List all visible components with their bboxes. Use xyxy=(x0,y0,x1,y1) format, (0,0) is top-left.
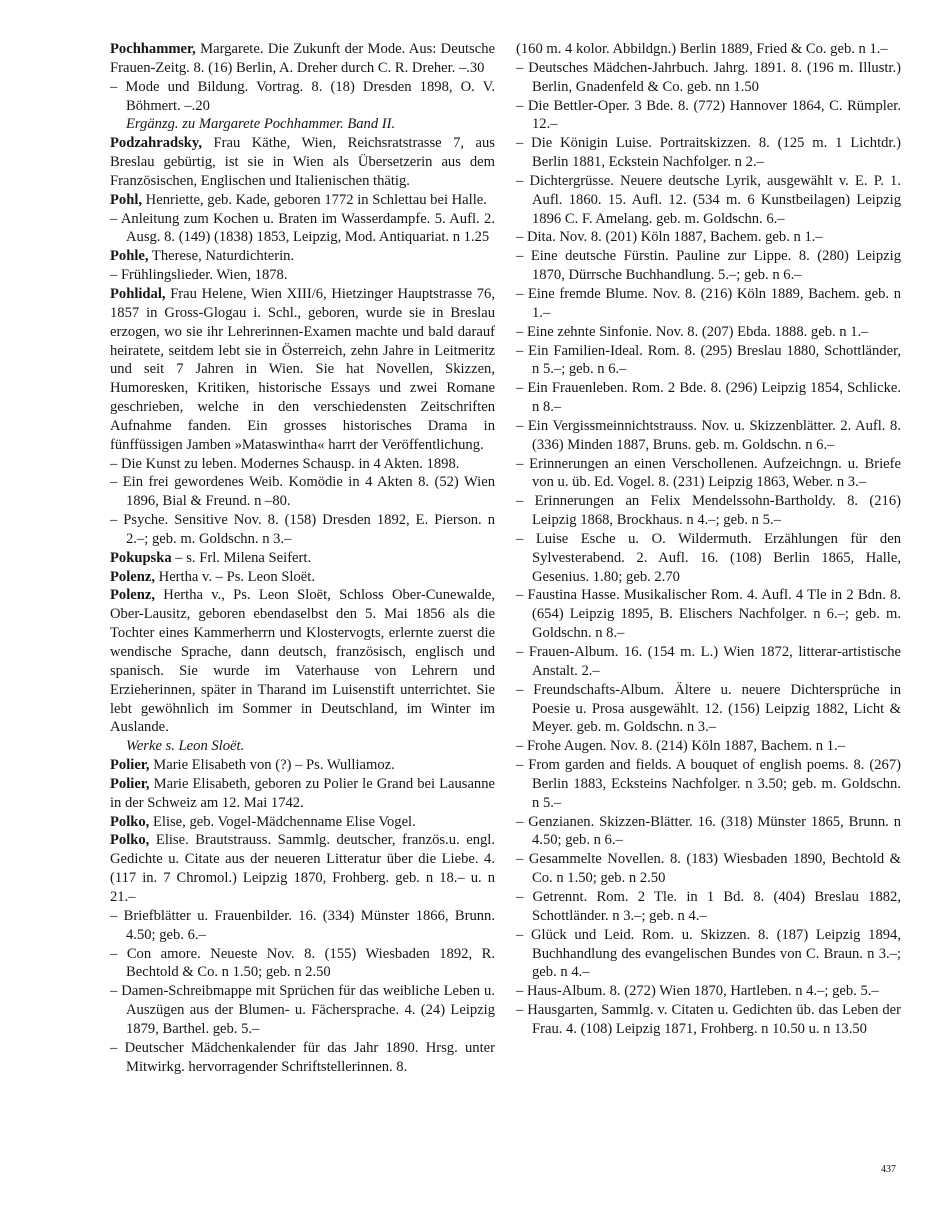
entry-text: Henriette, geb. Kade, geboren 1772 in Schlettau bei Halle. xyxy=(142,191,487,208)
entry-work: – Ein Vergissmeinnichtstrauss. Nov. u. Skizzenblätter. 2. Aufl. 8. (336) Minden 1887, Bruns. geb. m. Goldschn. n 6.– xyxy=(516,417,901,453)
entry-name: Pohl, xyxy=(110,191,143,208)
entry-name: Polier, xyxy=(110,775,150,792)
entry-text: Marie Elisabeth, geboren zu Polier le Grand bei Lausanne in der Schweiz am 12. Mai 1742. xyxy=(110,775,495,811)
entry-work: – Luise Esche u. O. Wildermuth. Erzählungen für den Sylvesterabend. 2. Aufl. 16. (108) Berlin 1865, Halle, Gesenius. 1.80; geb. 2.70 xyxy=(516,530,901,585)
entry-text: Elise, geb. Vogel-Mädchenname Elise Vogel. xyxy=(149,813,416,830)
entry-text: Elise. Brautstrauss. Sammlg. deutscher, französ.u. engl. Gedichte u. Citate aus der neueren Litteratur über die Liebe. 4. (117 in. 7 Chromol.) Leipzig 1870, Frohberg. geb. n 18.– u. n 21.– xyxy=(110,832,495,905)
entry-work: – Anleitung zum Kochen u. Braten im Wasserdampfe. 5. Aufl. 2. Ausg. 8. (149) (1838) 1853, Leipzig, Mod. Antiquariat. n 1.25 xyxy=(110,210,495,246)
entry-work: – Eine deutsche Fürstin. Pauline zur Lippe. 8. (280) Leipzig 1870, Dürrsche Buchhandlung. 5.–; geb. n 6.– xyxy=(516,248,901,284)
entry-text: – s. Frl. Milena Seifert. xyxy=(171,549,312,566)
entry-text: Hertha v. – Ps. Leon Sloët. xyxy=(155,568,315,585)
entry-work: – Erinnerungen an einen Verschollenen. Aufzeichngn. u. Briefe von u. üb. Ed. Vogel. 8. (231) Leipzig 1863, Weber. n 3.– xyxy=(516,455,901,491)
entry-name: Polko, xyxy=(110,813,150,830)
entry-work: – Deutsches Mädchen-Jahrbuch. Jahrg. 1891. 8. (196 m. Illustr.) Berlin, Gnadenfeld & Co. geb. nn 1.50 xyxy=(516,59,901,95)
entry-heading xyxy=(110,775,495,813)
entry-work: – Con amore. Neueste Nov. 8. (155) Wiesbaden 1892, R. Bechtold & Co. n 1.50; geb. n 2.50 xyxy=(110,945,495,981)
entry-work: – Hausgarten, Sammlg. v. Citaten u. Gedichten üb. das Leben der Frau. 4. (108) Leipzig 1871, Frohberg. n 10.50 u. n 13.50 xyxy=(516,1002,901,1037)
entry-name: Pohle, xyxy=(110,248,149,265)
entry-name: Podzahradsky, xyxy=(110,135,203,152)
entry-work: – Eine fremde Blume. Nov. 8. (216) Köln 1889, Bachem. geb. n 1.– xyxy=(516,285,901,321)
entry-work: – Erinnerungen an Felix Mendelssohn-Bartholdy. 8. (216) Leipzig 1868, Brockhaus. n 4.–; geb. n 5.– xyxy=(516,493,901,529)
entry-text: Therese, Naturdichterin. xyxy=(148,248,295,265)
entry-name: Polko, xyxy=(110,832,150,849)
entry-name: Polenz, xyxy=(110,568,155,585)
entry-heading xyxy=(110,247,495,266)
entry-work: – Glück und Leid. Rom. u. Skizzen. 8. (187) Leipzig 1894, Buchhandlung des evangelischen Bundes von C. Braun. n 3.–; geb. n 4.– xyxy=(516,926,901,981)
entry-work: – Die Königin Luise. Portraitskizzen. 8. (125 m. 1 Lichtdr.) Berlin 1881, Eckstein Nachfolger. n 2.– xyxy=(516,135,901,171)
entry-name: Polenz, xyxy=(110,587,155,604)
entry-work: – Deutscher Mädchenkalender für das Jahr 1890. Hrsg. unter Mitwirkg. hervorragender Schriftstellerinnen. 8. xyxy=(110,1039,495,1075)
entry-continuation: (160 m. 4 kolor. Abbildgn.) Berlin 1889, Fried & Co. geb. n 1.– xyxy=(516,41,888,57)
entry-work: – Genzianen. Skizzen-Blätter. 16. (318) Münster 1865, Brunn. n 4.50; geb. n 6.– xyxy=(516,813,901,849)
entry-heading xyxy=(110,285,495,455)
right-column xyxy=(516,40,901,1039)
entry-heading xyxy=(110,756,495,775)
entry-work: – Haus-Album. 8. (272) Wien 1870, Hartleben. n 4.–; geb. 5.– xyxy=(516,983,879,1000)
entry-text: Frau Käthe, Wien, Reichsratstrasse 7, aus Breslau gebürtig, ist sie in Wien als Übersetzerin aus dem Französischen, Englischen und Italienischen thätig. xyxy=(110,135,495,189)
entry-text: Frau Helene, Wien XIII/6, Hietzinger Hauptstrasse 76, 1857 in Gross-Glogau i. Schl., geboren, wurde sie in Breslau erzogen, wo sie ihr Lehrerinnen-Examen machte und bald darauf heiratete, seitdem lebt sie in Österreich, zehn Jahre in Leitmeritz und seit 7 Jahren in Wien. Sie hat Novellen, Skizzen, Humoresken, Kritiken, historische Essays und zwei Romane geschrieben, welche in den verschiedensten Zeitschriften Aufnahme fanden. Ein grosses historisches Drama in fünffüssigen Jamben »Mataswintha« harrt der Veröffentlichung. xyxy=(110,285,495,453)
entry-work: – Psyche. Sensitive Nov. 8. (158) Dresden 1892, E. Pierson. n 2.–; geb. m. Goldschn. n 3.– xyxy=(110,512,495,547)
entry-work: – Frühlingslieder. Wien, 1878. xyxy=(110,267,288,284)
entry-name: Pohlidal, xyxy=(110,285,166,302)
entry-heading xyxy=(110,568,495,587)
entry-work: – Ein Familien-Ideal. Rom. 8. (295) Breslau 1880, Schottländer, n 5.–; geb. n 6.– xyxy=(516,342,901,378)
page-number: 437 xyxy=(881,1164,896,1175)
entry-work: – Freundschafts-Album. Ältere u. neuere Dichtersprüche in Poesie u. Prosa ausgewählt. 12. (156) Leipzig 1882, Licht & Meyer. geb. m. Goldschn. n 3.– xyxy=(516,681,901,736)
entry-note: Ergänzg. zu Margarete Pochhammer. Band II. xyxy=(126,116,396,133)
entry-note: Werke s. Leon Sloët. xyxy=(126,738,245,755)
entry-work: – Mode und Bildung. Vortrag. 8. (18) Dresden 1898, O. V. Böhmert. –.20 xyxy=(110,78,495,114)
entry-text: Margarete. Die Zukunft der Mode. Aus: Deutsche Frauen-Zeitg. 8. (16) Berlin, A. Dreher durch C. R. Dreher. –.30 xyxy=(110,41,495,76)
entry-work: – Dita. Nov. 8. (201) Köln 1887, Bachem. geb. n 1.– xyxy=(516,229,823,246)
entry-text: Hertha v., Ps. Leon Sloët, Schloss Ober-Cunewalde, Ober-Lausitz, geboren ebendaselbst den 5. Mai 1856 als die Tochter eines Kammerherrn und Klostervogts, erlernte zuerst die wendische Sprache, dann deutsch, französisch, englisch und spanisch. Sie wurde im Vaterhause von Lehrern und Erzieherinnen, später in Tharand im Luisenstift unterrichtet. Sie lebt gewöhnlich im Sommer in Deutschland, im Winter im Auslande. xyxy=(110,587,495,736)
entry-work: – Damen-Schreibmappe mit Sprüchen für das weibliche Leben u. Auszügen aus der Blumen- u. Fächersprache. 4. (24) Leipzig 1879, Barthel. geb. 5.– xyxy=(110,983,495,1037)
entry-name: Polier, xyxy=(110,757,150,774)
entry-heading xyxy=(110,813,495,832)
entry-work: – Frohe Augen. Nov. 8. (214) Köln 1887, Bachem. n 1.– xyxy=(516,738,845,755)
entry-name: Pochhammer, xyxy=(110,41,196,57)
entry-text: Marie Elisabeth von (?) – Ps. Wulliamoz. xyxy=(149,757,395,774)
entry-work: – Getrennt. Rom. 2 Tle. in 1 Bd. 8. (404) Breslau 1882, Schottländer. n 3.–; geb. n 4.– xyxy=(516,888,901,924)
entry-work: – Ein Frauenleben. Rom. 2 Bde. 8. (296) Leipzig 1854, Schlicke. n 8.– xyxy=(516,380,901,416)
entry-work: – Faustina Hasse. Musikalischer Rom. 4. Aufl. 4 Tle in 2 Bdn. 8. (654) Leipzig 1895, B. Elischers Nachfolger. n 6.–; geb. m. Goldschn. n 8.– xyxy=(516,587,901,642)
entry-work: – Briefblätter u. Frauenbilder. 16. (334) Münster 1866, Brunn. 4.50; geb. 6.– xyxy=(110,907,495,943)
left-column xyxy=(110,40,495,1076)
entry-heading xyxy=(110,134,495,191)
entry-work: – Frauen-Album. 16. (154 m. L.) Wien 1872, litterar-artistische Anstalt. 2.– xyxy=(516,644,901,679)
entry-work: – Die Bettler-Oper. 3 Bde. 8. (772) Hannover 1864, C. Rümpler. 12.– xyxy=(516,97,901,133)
entry-work: – From garden and fields. A bouquet of english poems. 8. (267) Berlin 1883, Ecksteins Nachfolger. n 3.50; geb. m. Goldschn. n 5.– xyxy=(516,757,901,811)
entry-heading xyxy=(110,586,495,737)
entry-work: – Dichtergrüsse. Neuere deutsche Lyrik, ausgewählt v. E. P. 1. Aufl. 1860. 15. Aufl. 12. (534 m. 6 Kunstbeilagen) Leipzig 1896 C. F. Amelang. geb. m. Goldschn. 6.– xyxy=(516,172,901,227)
entry-name: Pokupska xyxy=(110,549,172,566)
entry-work: – Gesammelte Novellen. 8. (183) Wiesbaden 1890, Bechtold & Co. n 1.50; geb. n 2.50 xyxy=(516,851,901,887)
entry-heading xyxy=(110,40,495,78)
entry-work: – Ein frei gewordenes Weib. Komödie in 4 Akten 8. (52) Wien 1896, Bial & Freund. n –80. xyxy=(110,474,495,510)
entry-heading xyxy=(110,831,495,906)
entry-work: – Die Kunst zu leben. Modernes Schausp. in 4 Akten. 1898. xyxy=(110,455,460,472)
entry-work: – Eine zehnte Sinfonie. Nov. 8. (207) Ebda. 1888. geb. n 1.– xyxy=(516,323,869,340)
entry-heading xyxy=(110,549,495,568)
entry-heading xyxy=(110,191,495,210)
